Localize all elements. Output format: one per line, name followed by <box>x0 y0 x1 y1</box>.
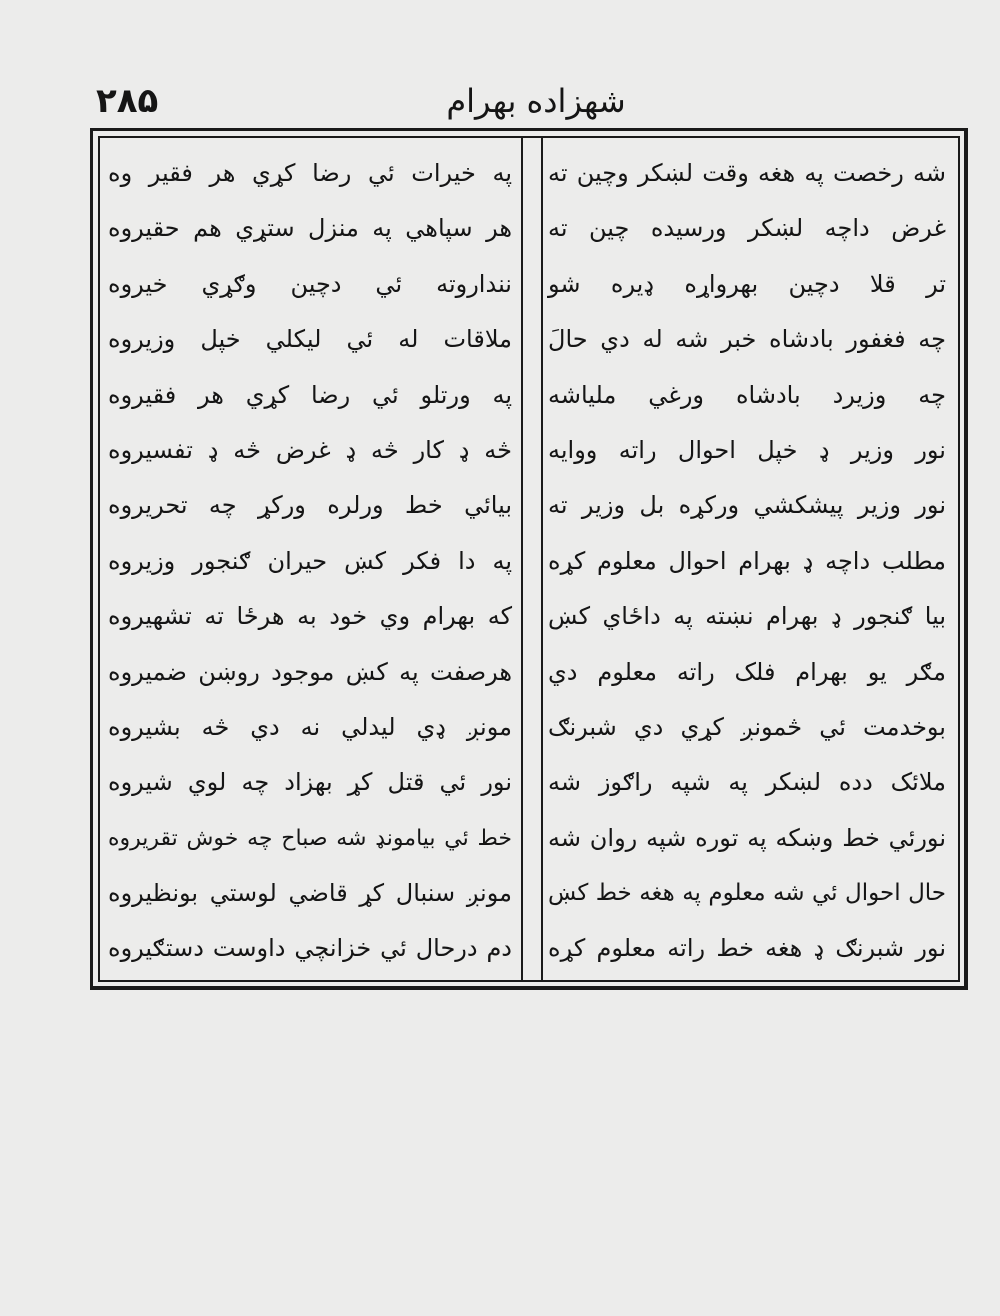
verse-line: هرصفت په کښ موجود روښن ضميروه <box>108 657 512 686</box>
verse-line: غرض داچه لښکر ورسيده چين ته <box>548 214 946 243</box>
verse-line: چه فغفور بادشاه خبر شه له دي حالَ <box>548 325 946 354</box>
verse-line: بيائي خط ورلره ورکړ چه تحريروه <box>108 491 512 520</box>
verse-line: نور وزير ډ خپل احوال راته ووايه <box>548 435 946 464</box>
left-column <box>104 146 516 977</box>
verse-line: نور شبرنګ ډ هغه خط راته معلوم کړه <box>548 934 946 963</box>
verse-line: خط ئي بيامونډ شه صباح چه خوش تقريروه <box>108 825 512 851</box>
right-column <box>544 146 950 977</box>
verse-line: ننداروته ئي دچين وګړي خيروه <box>108 269 512 298</box>
verse-line: نورئي خط وښکه په توره شپه روان شه <box>548 823 946 852</box>
verse-line: نور ئي قتل کړ بهزاد چه لوي شيروه <box>108 768 512 797</box>
page-number: ۲۸۵ <box>96 81 159 121</box>
verse-line: په دا فکر کښ حيران ګنجور وزيروه <box>108 546 512 575</box>
verse-line: مونږ سنبال کړ قاضي لوستي بونظيروه <box>108 879 512 908</box>
verse-line: مګر يو بهرام فلک راته معلوم دي <box>548 657 946 686</box>
verse-line: مونږ ډي ليدلي نه دي څه بشيروه <box>108 712 512 741</box>
verse-line: بوخدمت ئي څمونږ کړي دي شبرنګ <box>548 712 946 741</box>
verse-line: چه وزيرد بادشاه ورغي ملياشه <box>548 380 946 409</box>
verse-line: ملائک دده لښکر په شپه راګوز شه <box>548 768 946 797</box>
verse-line: هر سپاهي په منزل ستړي هم حقيروه <box>108 214 512 243</box>
verse-line: حال احوال ئي شه معلوم په هغه خط کښ <box>548 880 946 907</box>
verse-line: شه رخصت په هغه وقت لښکر وچين ته <box>548 159 946 187</box>
verse-line: مطلب داچه ډ بهرام احوال معلوم کړه <box>548 546 946 575</box>
page-header <box>96 78 976 128</box>
verse-line: نور وزير پيشكشي ورکړه بل وزير ته <box>548 491 946 520</box>
verse-line: دم درحال ئي خزانچي داوست دستګيروه <box>108 934 512 963</box>
verse-line: که بهرام وي خود به هرځا ته تشهيروه <box>108 602 512 631</box>
verse-line: تر قلا دچين بهرواړه ډيره شو <box>548 269 946 298</box>
verse-line: په خيرات ئي رضا کړي هر فقير وه <box>108 159 512 187</box>
verse-line: بيا ګنجور ډ بهرام نښته په داځاي کښ <box>548 602 946 631</box>
verse-line: ملاقات له ئي ليکلي خپل وزيروه <box>108 325 512 354</box>
column-divider <box>521 136 543 982</box>
verse-line: په ورتلو ئي رضا کړي هر فقيروه <box>108 380 512 409</box>
running-title: شهزاده بهرام <box>446 82 626 120</box>
verse-line: څه ډ کار څه ډ غرض څه ډ تفسيروه <box>108 435 512 464</box>
